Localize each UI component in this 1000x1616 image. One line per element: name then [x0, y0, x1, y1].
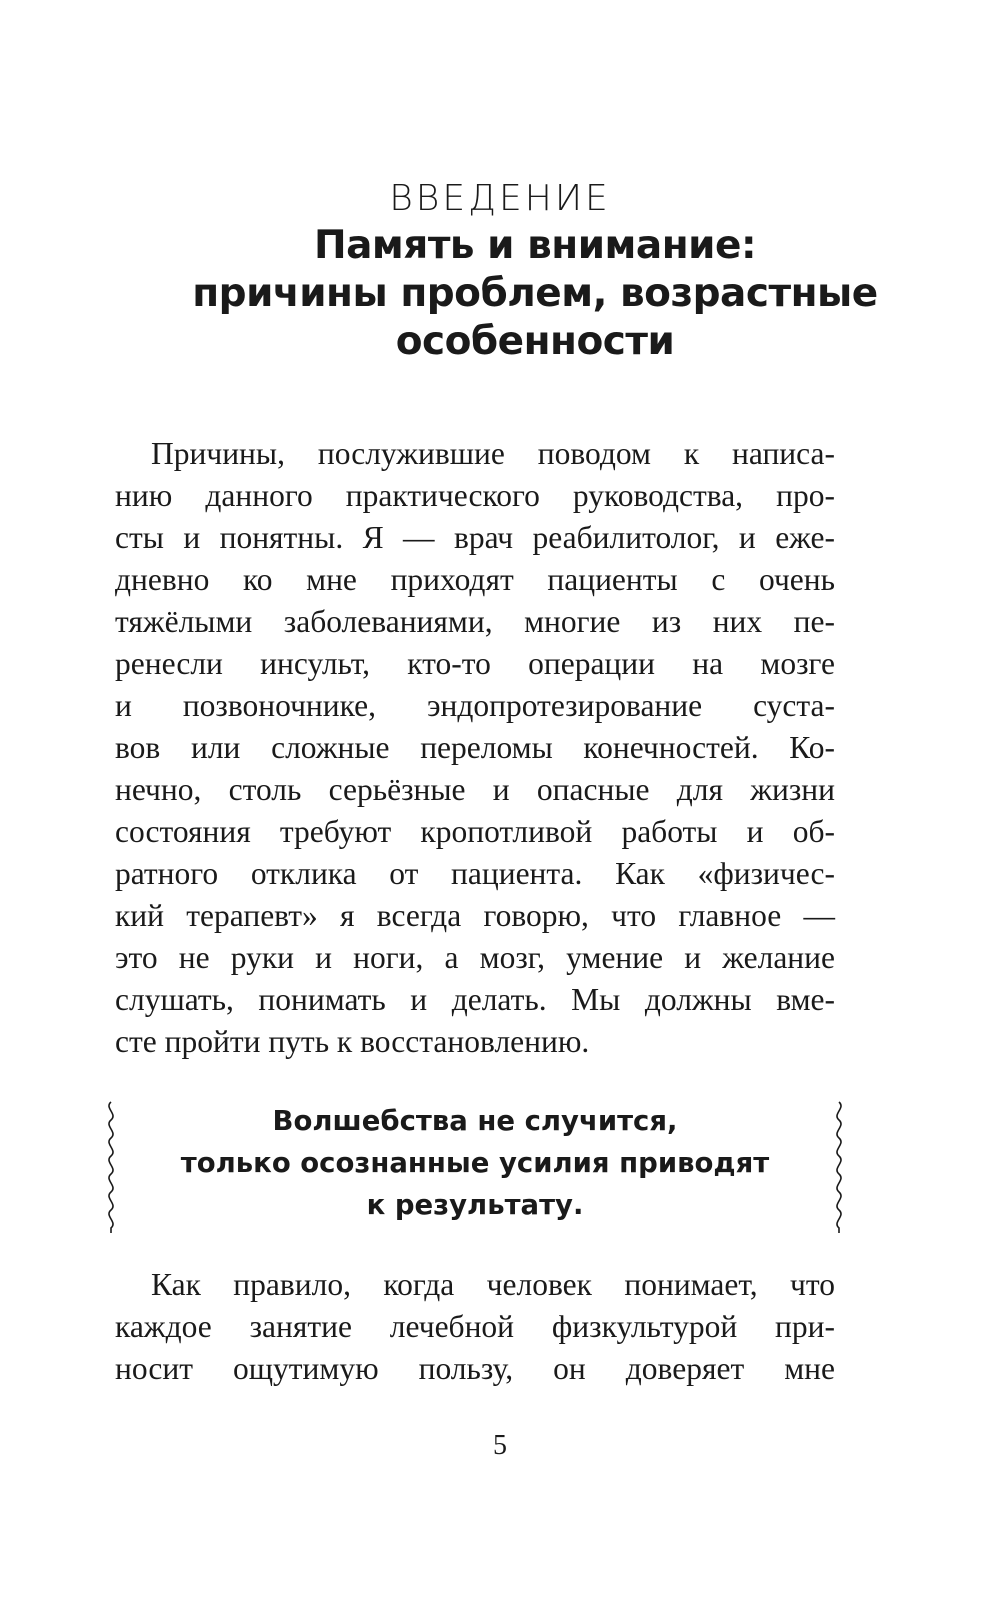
callout-quote [100, 1100, 850, 1235]
body-paragraph-1 [115, 433, 835, 1063]
text-line: кий терапевт» я всегда говорю, что главное — [115, 898, 835, 933]
text-line: сте пройти путь к восстановлению. [115, 1024, 590, 1059]
chapter-title-line: Память и внимание: [313, 223, 757, 268]
callout-text [140, 1100, 810, 1226]
text-line: нечно, столь серьёзные и опасные для жизни [115, 772, 835, 807]
text-line: состояния требуют кропотливой работы и об- [115, 814, 835, 849]
chapter-title-line: особенности [395, 319, 675, 364]
text-line: ренесли инсульт, кто-то операции на мозге [115, 646, 835, 681]
page-number: 5 [493, 1430, 507, 1461]
callout-line: Волшебства не случится, [272, 1105, 678, 1137]
text-line: носит ощутимую пользу, он доверяет мне [115, 1351, 835, 1386]
text-line: дневно ко мне приходят пациенты с очень [115, 562, 835, 597]
text-line: вов или сложные переломы конечностей. Ко- [115, 730, 835, 765]
text-line: Как правило, когда человек понимает, что [151, 1267, 835, 1302]
text-line: это не руки и ноги, а мозг, умение и желание [115, 940, 835, 975]
wavy-brace-right-icon [828, 1100, 850, 1235]
chapter-title-line: причины проблем, возрастные [192, 271, 878, 316]
text-line: нию данного практического руководства, про- [115, 478, 835, 513]
text-line: каждое занятие лечебной физкультурой при- [115, 1309, 835, 1344]
text-line: и позвоночнике, эндопротезирование суста- [115, 688, 835, 723]
chapter-label: ВВЕДЕНИЕ [389, 178, 611, 219]
text-line: ратного отклика от пациента. Как «физичес- [115, 856, 835, 891]
callout-line: только осознанные усилия приводят [180, 1147, 770, 1179]
text-line: сты и понятны. Я — врач реабилитолог, и еже- [115, 520, 835, 555]
wavy-brace-left-icon [100, 1100, 122, 1235]
callout-line: к результату. [366, 1189, 584, 1221]
body-paragraph-2 [115, 1264, 835, 1390]
text-line: Причины, послужившие поводом к написа- [151, 436, 835, 471]
text-line: тяжёлыми заболеваниями, многие из них пе- [115, 604, 835, 639]
chapter-title [115, 222, 955, 366]
text-line: слушать, понимать и делать. Мы должны вме- [115, 982, 835, 1017]
